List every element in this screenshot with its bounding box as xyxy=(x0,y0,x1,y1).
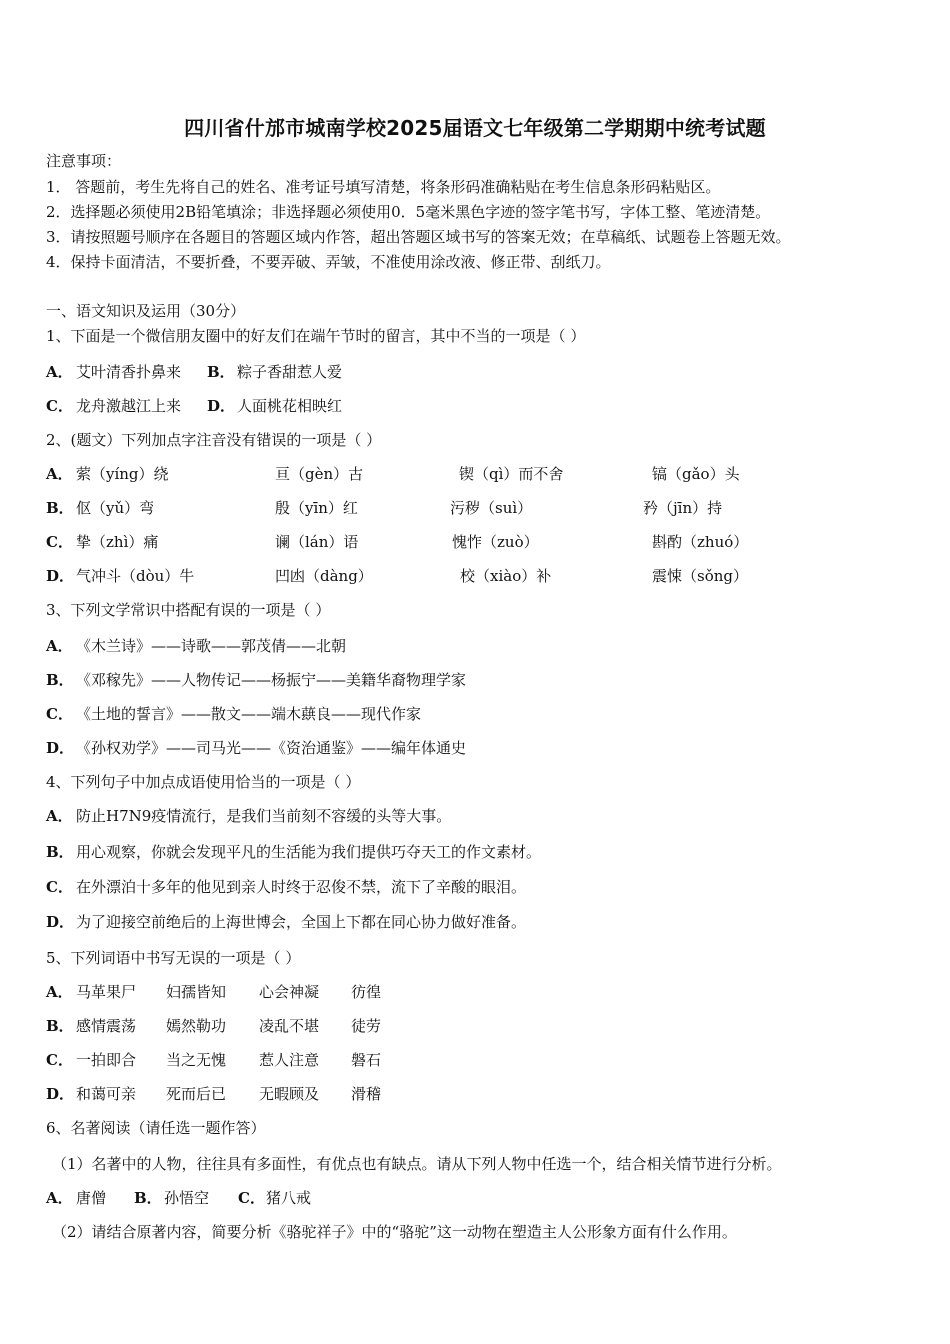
q6-sub-question-1: （1）名著中的人物，往往具有多面性，有优点也有缺点。请从下列人物中任选一个，结合相关情节进行分析。 xyxy=(52,1155,782,1173)
q3-option-label: C． xyxy=(46,705,73,723)
notice-item: 2．选择题必须使用2B铅笔填涂；非选择题必须使用0．5毫米黑色字迹的签字笔书写，字体工整、笔迹清楚。 xyxy=(46,203,771,221)
notice-item: 3．请按照题号顺序在各题目的答题区域内作答，超出答题区域书写的答案无效；在草稿纸、试题卷上答题无效。 xyxy=(46,228,791,246)
q5-option-label: C． xyxy=(46,1051,73,1069)
q2-item: 斟酌（zhuó） xyxy=(652,533,749,551)
q4-option-label: C． xyxy=(46,878,73,896)
q2-item: 污秽（suì） xyxy=(450,499,533,517)
notice-item: 4．保持卡面清洁，不要折叠，不要弄破、弄皱，不准使用涂改液、修正带、刮纸刀。 xyxy=(46,253,611,271)
question-2-stem: 2、(题文）下列加点字注音没有错误的一项是（ ） xyxy=(46,431,382,449)
q5-item: 心会神凝 xyxy=(259,983,320,1001)
q2-item: 伛（yǔ）弯 xyxy=(76,499,155,517)
q3-option-text: 《土地的誓言》——散文——端木蕻良——现代作家 xyxy=(76,705,422,723)
q5-item: 当之无愧 xyxy=(166,1051,227,1069)
q2-option-label: C． xyxy=(46,533,73,551)
q2-item: 震悚（sǒng） xyxy=(652,567,748,585)
q4-option-text: 用心观察，你就会发现平凡的生活能为我们提供巧夺天工的作文素材。 xyxy=(76,843,542,861)
q2-item: 镐（gǎo）头 xyxy=(652,465,740,483)
q6-choice-text: 唐僧 xyxy=(76,1189,107,1207)
q4-option-text: 防止H7N9疫情流行，是我们当前刻不容缓的头等大事。 xyxy=(76,807,452,825)
q3-option-label: D． xyxy=(46,739,75,757)
notice-heading: 注意事项： xyxy=(46,152,122,170)
q2-item: 亘（gèn）古 xyxy=(275,465,364,483)
q1-option-c-text: 龙舟激越江上来 xyxy=(76,397,182,415)
q1-option-c-label: C． xyxy=(46,397,73,415)
q5-item: 徒劳 xyxy=(351,1017,382,1035)
question-5-stem: 5、下列词语中书写无误的一项是（ ） xyxy=(46,949,301,967)
question-4-stem: 4、下列句子中加点成语使用恰当的一项是（ ） xyxy=(46,773,361,791)
q2-item: 殷（yīn）红 xyxy=(275,499,358,517)
q6-choice-label: A． xyxy=(46,1189,73,1207)
q5-item: 磐石 xyxy=(351,1051,382,1069)
q2-item: 锲（qì）而不舍 xyxy=(459,465,564,483)
q2-item: 校（xiào）补 xyxy=(460,567,552,585)
q4-option-text: 在外漂泊十多年的他见到亲人时终于忍俊不禁，流下了辛酸的眼泪。 xyxy=(76,878,527,896)
q5-item: 死而后已 xyxy=(166,1085,227,1103)
q2-item: 挚（zhì）痛 xyxy=(76,533,159,551)
q2-option-label: D． xyxy=(46,567,75,585)
q4-option-text: 为了迎接空前绝后的上海世博会，全国上下都在同心协力做好准备。 xyxy=(76,913,527,931)
q4-option-label: A． xyxy=(46,807,73,825)
q5-item: 和蔼可亲 xyxy=(76,1085,137,1103)
question-3-stem: 3、下列文学常识中搭配有误的一项是（ ） xyxy=(46,601,331,619)
q5-item: 嫣然勒功 xyxy=(166,1017,227,1035)
q2-item: 谰（lán）语 xyxy=(275,533,359,551)
q1-option-a-text: 艾叶清香扑鼻来 xyxy=(76,363,182,381)
q5-option-label: A． xyxy=(46,983,73,1001)
question-6-stem: 6、名著阅读（请任选一题作答） xyxy=(46,1119,266,1137)
q2-item: 萦（yíng）绕 xyxy=(76,465,169,483)
q5-item: 彷徨 xyxy=(351,983,382,1001)
section-heading: 一、语文知识及运用（30分） xyxy=(46,302,246,320)
q1-option-a-label: A． xyxy=(46,363,73,381)
q6-sub-question-2: （2）请结合原著内容，简要分析《骆驼祥子》中的“骆驼”这一动物在塑造主人公形象方面有什么作用。 xyxy=(52,1223,737,1241)
q5-option-label: D． xyxy=(46,1085,75,1103)
q3-option-text: 《木兰诗》——诗歌——郭茂倩——北朝 xyxy=(76,637,347,655)
q1-option-b-label: B． xyxy=(207,363,235,381)
notice-item: 1． 答题前，考生先将自己的姓名、准考证号填写清楚，将条形码准确粘贴在考生信息条形码粘贴区。 xyxy=(46,178,721,196)
q5-item: 妇孺皆知 xyxy=(166,983,227,1001)
q2-option-label: B． xyxy=(46,499,74,517)
q5-item: 滑稽 xyxy=(351,1085,382,1103)
q3-option-label: A． xyxy=(46,637,73,655)
q1-option-d-text: 人面桃花相映红 xyxy=(237,397,343,415)
question-1-stem: 1、下面是一个微信朋友圈中的好友们在端午节时的留言，其中不当的一项是（ ） xyxy=(46,327,586,345)
q4-option-label: D． xyxy=(46,913,75,931)
q5-item: 凌乱不堪 xyxy=(259,1017,320,1035)
page-title: 四川省什邡市城南学校2025届语文七年级第二学期期中统考试题 xyxy=(184,116,766,140)
q2-item: 气冲斗（dòu）牛 xyxy=(76,567,195,585)
q5-option-label: B． xyxy=(46,1017,74,1035)
q3-option-text: 《孙权劝学》——司马光——《资治通鉴》——编年体通史 xyxy=(76,739,467,757)
q6-choice-label: B． xyxy=(134,1189,162,1207)
q2-item: 愧怍（zuò） xyxy=(452,533,539,551)
q1-option-b-text: 粽子香甜惹人爱 xyxy=(237,363,343,381)
q4-option-label: B． xyxy=(46,843,74,861)
q5-item: 一拍即合 xyxy=(76,1051,137,1069)
q1-option-d-label: D． xyxy=(207,397,236,415)
q5-item: 无暇顾及 xyxy=(259,1085,320,1103)
q3-option-text: 《邓稼先》——人物传记——杨振宁——美籍华裔物理学家 xyxy=(76,671,467,689)
q2-item: 凹凼（dàng） xyxy=(275,567,373,585)
q3-option-label: B． xyxy=(46,671,74,689)
q2-option-label: A． xyxy=(46,465,73,483)
q5-item: 惹人注意 xyxy=(259,1051,320,1069)
q5-item: 感情震荡 xyxy=(76,1017,137,1035)
q6-choice-label: C． xyxy=(238,1189,265,1207)
q6-choice-text: 孙悟空 xyxy=(164,1189,210,1207)
q6-choice-text: 猪八戒 xyxy=(266,1189,312,1207)
q2-item: 矜（jīn）持 xyxy=(643,499,723,517)
q5-item: 马革果尸 xyxy=(76,983,137,1001)
